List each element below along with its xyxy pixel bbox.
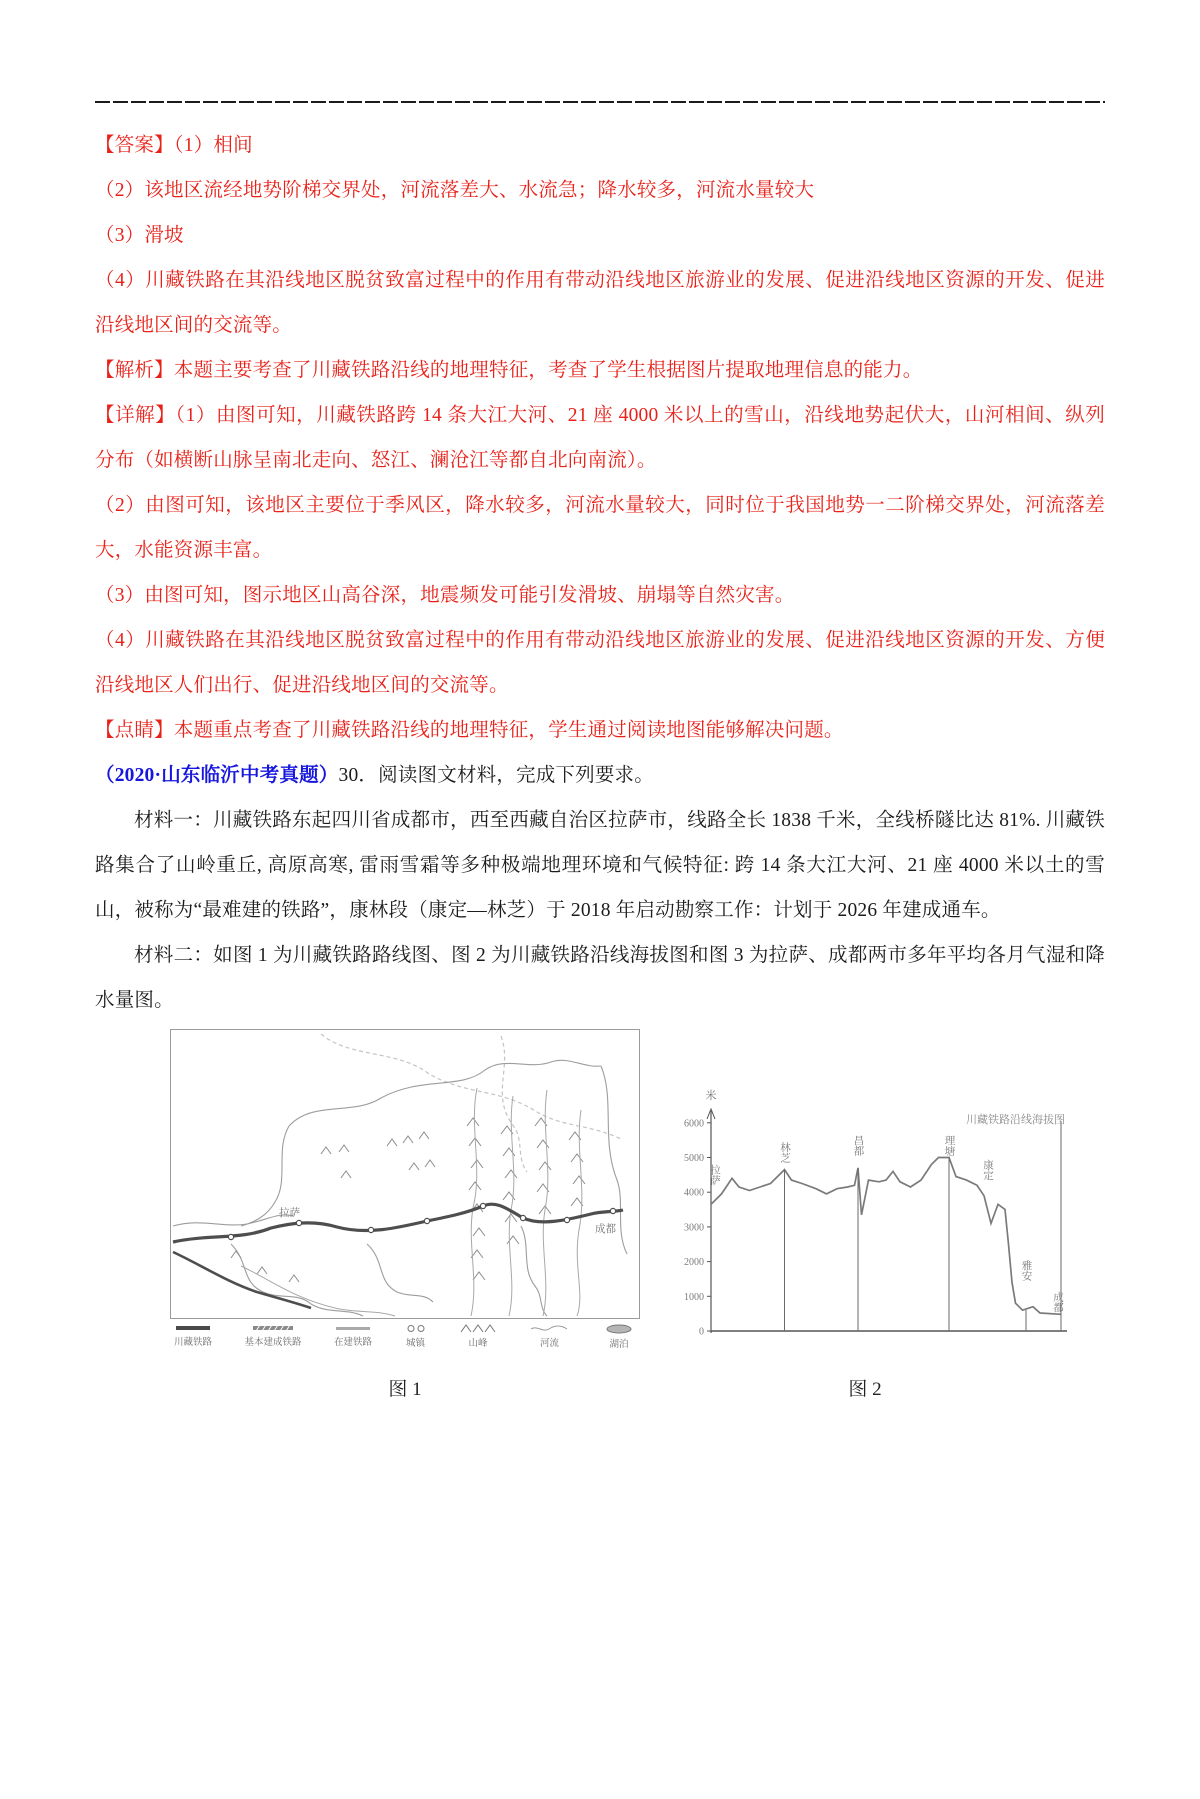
legend-item-lake (602, 1324, 636, 1350)
svg-text:雅安: 雅安 (1020, 1259, 1032, 1281)
text-block (95, 123, 1105, 1023)
legend-item-under-construction (334, 1324, 372, 1348)
svg-text:康定: 康定 (982, 1159, 993, 1181)
svg-text:0: 0 (699, 1326, 704, 1338)
map-legend (170, 1319, 640, 1350)
map-label-lhasa: 拉萨 (279, 1208, 300, 1219)
legend-label: 川藏铁路 (174, 1338, 213, 1348)
answer-line-1: 【答案】（1）相间 (95, 135, 253, 156)
detail-line-2: （2）由图可知，该地区主要位于季风区，降水较多，河流水量较大，同时位于我国地势一二阶梯交界处，河流落差大，水能资源丰富。 (95, 495, 1105, 561)
elevation-chart-svg (653, 1083, 1073, 1355)
question-title: 30．阅读图文材料，完成下列要求。 (338, 765, 654, 786)
legend-item-built-railway (245, 1324, 302, 1348)
town-symbol (405, 1324, 427, 1333)
svg-text:米: 米 (705, 1090, 717, 1102)
document-page (0, 101, 1200, 1799)
figure-2-elevation-chart (653, 1083, 1077, 1401)
figure-2-caption: 图 2 (848, 1379, 882, 1400)
legend-label: 湖泊 (609, 1340, 629, 1350)
built-railway-line-symbol (252, 1324, 294, 1332)
svg-text:昌都: 昌都 (852, 1134, 864, 1156)
figure-1-railway-map (170, 1029, 640, 1401)
svg-text:1000: 1000 (684, 1291, 704, 1303)
svg-text:川藏铁路沿线海拔图: 川藏铁路沿线海拔图 (966, 1114, 1065, 1126)
svg-text:2000: 2000 (684, 1257, 704, 1269)
answer-line-4: （4）川藏铁路在其沿线地区脱贫致富过程中的作用有带动沿线地区旅游业的发展、促进沿线地区资源的开发、促进沿线地区间的交流等。 (95, 270, 1105, 336)
material-1-paragraph: 材料一：川藏铁路东起四川省成都市，西至西藏自治区拉萨市，线路全长 1838 千米，全线桥隧比达 81%. 川藏铁路集合了山岭重丘, 高原高寒, 雷雨雪霜等多种极端地理环境和气候特征: 跨 14 条大江大河、21 座 4000 米以土的雪山，被称为“最难建的铁路”，康林段（康定—林芝）于 2018 年启动勘察工作：计划于 2026 年建成通车。 (95, 810, 1105, 921)
legend-item-railway (174, 1324, 212, 1348)
svg-text:6000: 6000 (684, 1118, 704, 1130)
svg-text:4000: 4000 (684, 1187, 704, 1199)
railway-line-symbol (175, 1324, 211, 1332)
legend-label: 山峰 (468, 1339, 488, 1349)
legend-label: 在建铁路 (334, 1338, 373, 1348)
answer-line-3: （3）滑坡 (95, 225, 184, 246)
svg-text:拉萨: 拉萨 (709, 1164, 720, 1186)
detail-line-1: 【详解】（1）由图可知，川藏铁路跨 14 条大江大河、21 座 4000 米以上的雪山，沿线地势起伏大，山河相间、纵列分布（如横断山脉呈南北走向、怒江、澜沧江等都自北向南流）。 (95, 405, 1105, 471)
legend-label: 城镇 (405, 1339, 425, 1349)
river-symbol (529, 1324, 569, 1333)
legend-item-towns (405, 1324, 427, 1349)
map-label-chengdu: 成都 (595, 1224, 616, 1235)
answer-blank-rule (95, 101, 1105, 103)
railway-map-image (170, 1029, 640, 1319)
legend-item-peaks (459, 1324, 497, 1349)
analysis-line: 【解析】本题主要考查了川藏铁路沿线的地理特征，考查了学生根据图片提取地理信息的能力。 (95, 360, 923, 381)
figures-row (95, 1025, 1105, 1445)
svg-text:3000: 3000 (684, 1222, 704, 1234)
svg-text:理塘: 理塘 (943, 1134, 955, 1156)
detail-line-3: （3）由图可知，图示地区山高谷深，地震频发可能引发滑坡、崩塌等自然灾害。 (95, 585, 795, 606)
under-construction-line-symbol (335, 1324, 371, 1332)
material-2-paragraph: 材料二：如图 1 为川藏铁路路线图、图 2 为川藏铁路沿线海拔图和图 3 为拉萨、成都两市多年平均各月气湿和降水量图。 (95, 945, 1105, 1011)
svg-text:成都: 成都 (1052, 1291, 1063, 1313)
question-source-tag: （2020·山东临沂中考真题） (95, 765, 339, 786)
tip-line: 【点睛】本题重点考查了川藏铁路沿线的地理特征，学生通过阅读地图能够解决问题。 (95, 720, 844, 741)
detail-line-4: （4）川藏铁路在其沿线地区脱贫致富过程中的作用有带动沿线地区旅游业的发展、促进沿线地区资源的开发、方便沿线地区人们出行、促进沿线地区间的交流等。 (95, 630, 1105, 696)
figure-1-caption: 图 1 (388, 1379, 422, 1400)
svg-text:5000: 5000 (684, 1153, 704, 1164)
legend-label: 河流 (539, 1339, 559, 1349)
answer-line-2: （2）该地区流经地势阶梯交界处，河流落差大、水流急；降水较多，河流水量较大 (95, 180, 815, 201)
question-heading (95, 753, 1105, 798)
legend-item-river (529, 1324, 569, 1349)
railway-map-sketch (171, 1030, 639, 1318)
legend-label: 基本建成铁路 (244, 1338, 302, 1348)
svg-text:林芝: 林芝 (779, 1141, 790, 1163)
mountain-peak-symbol (459, 1324, 497, 1333)
lake-symbol (602, 1324, 636, 1334)
